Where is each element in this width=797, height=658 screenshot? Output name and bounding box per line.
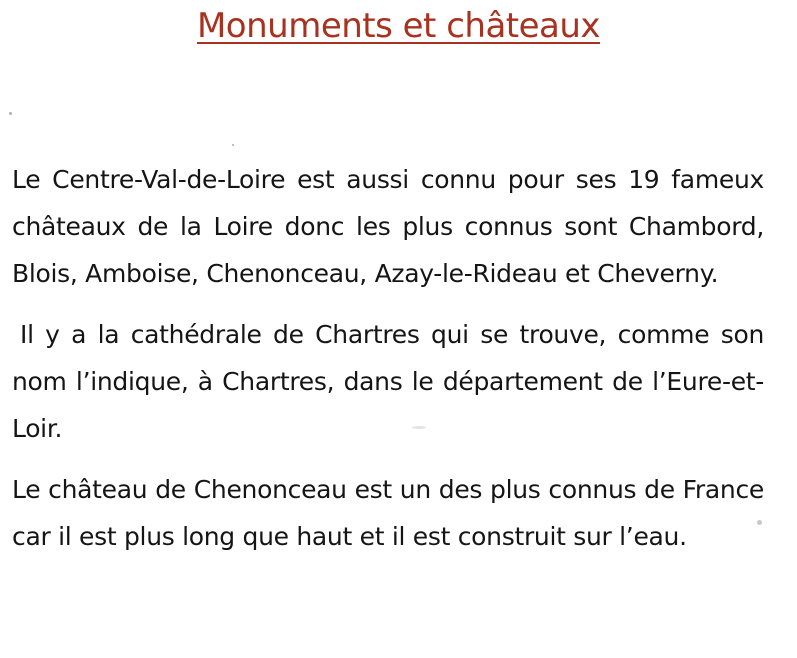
paragraph-chenonceau: Le château de Chenonceau est un des plus connus de France car il est plus long que haut et il est construit sur l’eau. <box>12 475 764 551</box>
scan-speck <box>412 426 426 429</box>
document-body <box>12 156 764 574</box>
paragraph-cathedrale: Il y a la cathédrale de Chartres qui se trouve, comme son nom l’indique, à Chartres, dans le département de l’Eure-et-Loir. <box>12 320 764 443</box>
scan-speck <box>232 144 234 146</box>
paragraph-chateaux: Le Centre-Val-de-Loire est aussi connu pour ses 19 fameux châteaux de la Loire donc les plus connus sont Chambord, Blois, Amboise, Chenonceau, Azay-le-Rideau et Cheverny. <box>12 165 764 288</box>
page-title <box>0 0 797 52</box>
scan-speck <box>757 520 762 525</box>
scan-speck <box>9 112 12 115</box>
page-title-text: Monuments et châteaux <box>196 6 601 46</box>
